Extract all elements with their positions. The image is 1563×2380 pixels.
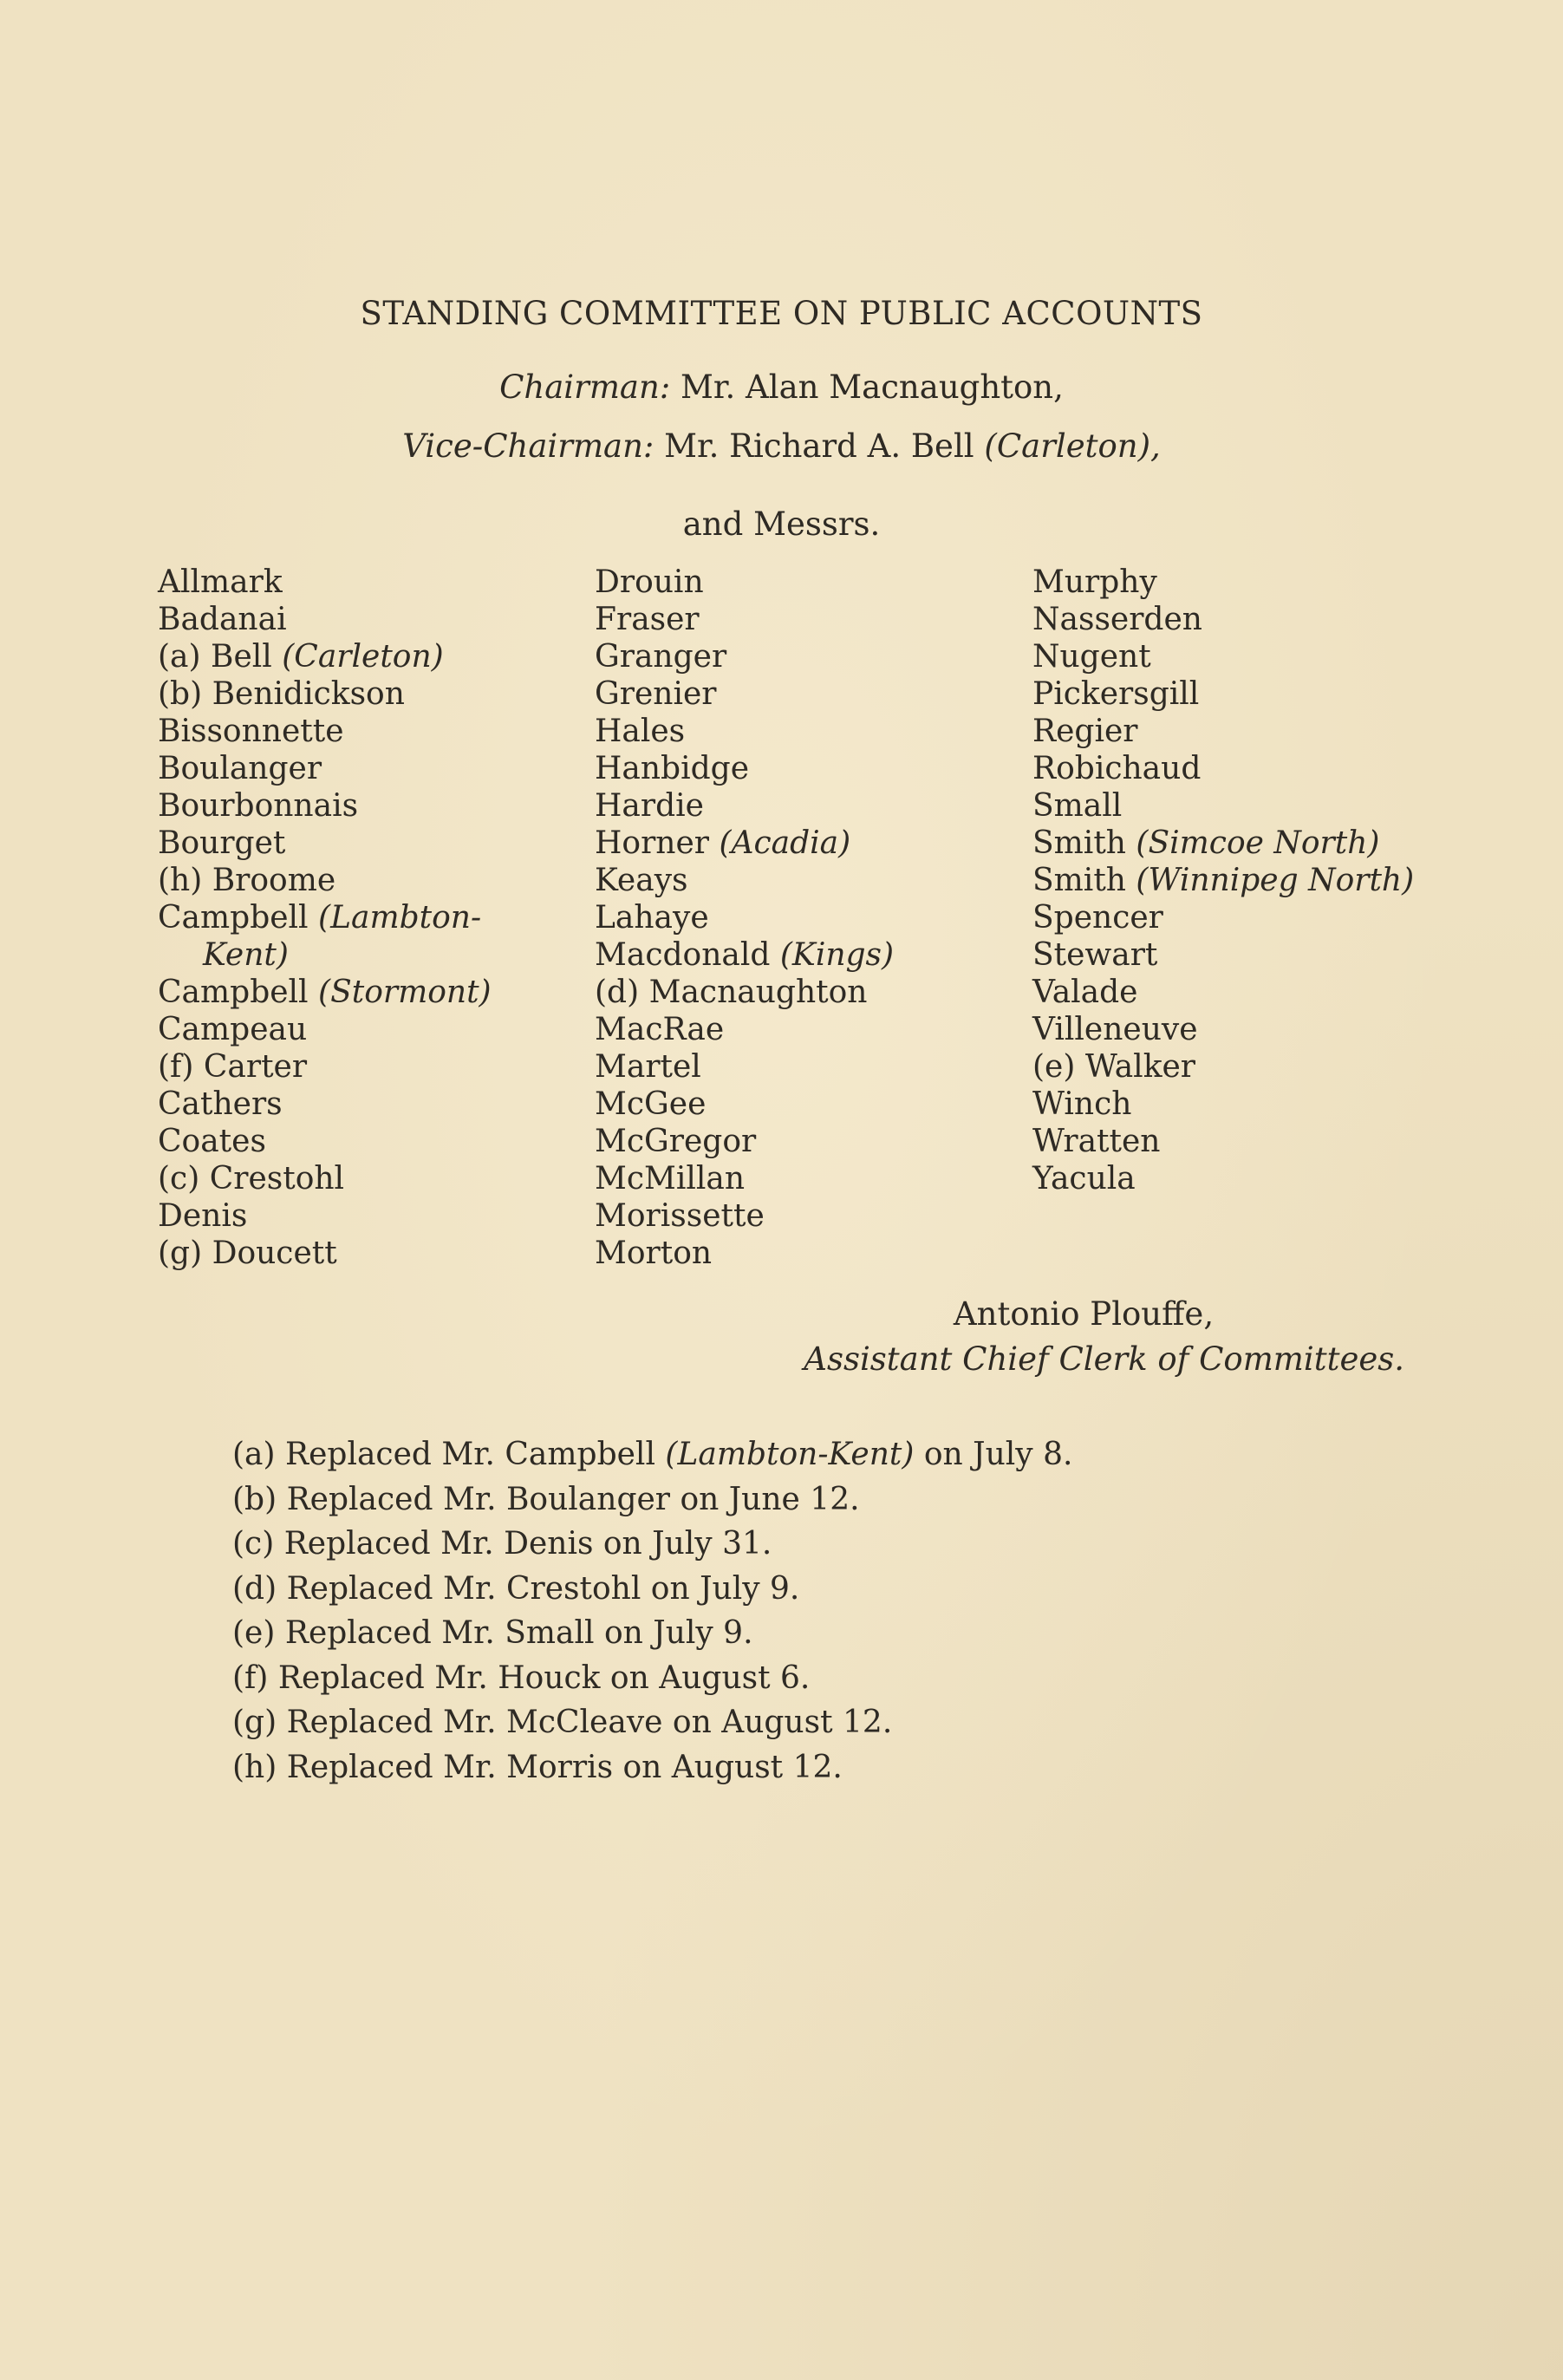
member-entry [1032,713,1414,750]
member-riding: (Carleton) [282,639,444,675]
member-entry [595,1011,894,1048]
member-entry [595,1235,894,1272]
replacement-note [232,1477,1072,1523]
members-column-2 [595,564,894,1272]
member-riding: (Winnipeg North) [1136,863,1415,898]
member-entry [158,862,492,899]
member-name: Nasserden [1032,602,1202,637]
member-name: Hardie [595,788,704,824]
member-name: Bourbonnais [158,788,359,824]
member-entry [1032,936,1414,974]
member-name: Badanai [158,602,287,637]
member-name: (f) Carter [158,1049,308,1085]
member-name: Lahaye [595,900,709,936]
member-name: Allmark [158,564,283,600]
member-entry [595,974,894,1011]
member-name: McMillan [595,1161,746,1197]
note-riding: (Lambton-Kent) [665,1437,915,1472]
member-entry [1032,638,1414,675]
replacement-note [232,1700,1072,1745]
vice-chairman-riding: (Carleton), [984,427,1161,465]
member-name: Boulanger [158,751,322,786]
note-text: (h) Replaced Mr. Morris on August 12. [232,1749,843,1785]
signature-title: Assistant Chief Clerk of Committees. [804,1340,1404,1378]
member-name: Hanbidge [595,751,749,786]
member-name: Cathers [158,1086,283,1122]
member-entry [595,638,894,675]
member-name: Macdonald [595,937,771,973]
note-text: (d) Replaced Mr. Crestohl on July 9. [232,1570,800,1607]
member-entry [158,1160,492,1197]
member-entry [1032,1048,1414,1086]
note-text: (e) Replaced Mr. Small on July 9. [232,1615,753,1651]
member-entry [1032,750,1414,787]
member-entry [158,1123,492,1160]
member-riding: (Lambton- [318,900,482,936]
member-entry [158,1048,492,1086]
member-entry [158,638,492,675]
member-entry [158,1197,492,1235]
member-entry [595,675,894,713]
chairman-line [0,368,1563,406]
member-name: Bissonnette [158,714,344,749]
member-entry [595,1048,894,1086]
vice-chairman-name: Mr. Richard A. Bell [664,427,974,465]
member-name: Robichaud [1032,751,1202,786]
member-name: Campbell [158,975,309,1010]
member-riding: Kent) [203,937,289,973]
member-entry [1032,899,1414,936]
chairman-label: Chairman: [499,368,671,406]
member-entry [1032,675,1414,713]
note-text: (b) Replaced Mr. Boulanger on June 12. [232,1481,860,1517]
member-name: Drouin [595,564,704,600]
replacement-note [232,1567,1072,1612]
member-entry [158,713,492,750]
member-name: Morton [595,1236,713,1271]
replacement-note [232,1745,1072,1790]
member-entry [595,1197,894,1235]
member-name: Keays [595,863,688,898]
member-name: Campbell [158,900,309,936]
note-text: (c) Replaced Mr. Denis on July 31. [232,1526,772,1562]
signature-block [763,1292,1404,1382]
member-riding: (Kings) [779,937,895,973]
member-name: Nugent [1032,639,1151,675]
note-text: (a) Replaced Mr. Campbell [232,1437,655,1472]
member-name: Valade [1032,975,1138,1010]
member-name: Granger [595,639,727,675]
member-name: Stewart [1032,937,1158,973]
member-name: Wratten [1032,1124,1161,1159]
member-entry [1032,564,1414,601]
vice-chairman-label: Vice-Chairman: [402,427,655,465]
member-name: (g) Doucett [158,1236,337,1271]
member-name: McGregor [595,1124,757,1159]
member-entry [158,675,492,713]
member-entry [158,936,492,974]
signature-name: Antonio Plouffe, [953,1295,1215,1333]
member-entry [595,936,894,974]
note-text: (f) Replaced Mr. Houck on August 6. [232,1659,811,1696]
member-name: (e) Walker [1032,1049,1196,1085]
member-name: Regier [1032,714,1138,749]
member-entry [595,862,894,899]
replacement-note [232,1522,1072,1567]
member-entry [158,974,492,1011]
member-entry [595,750,894,787]
member-entry [1032,601,1414,638]
member-name: Horner [595,825,709,861]
member-entry [158,899,492,936]
member-entry [1032,1086,1414,1123]
members-column-1 [158,564,492,1272]
note-date: on July 8. [923,1437,1073,1472]
member-entry [1032,787,1414,825]
member-name: Campeau [158,1012,308,1047]
member-name: (a) Bell [158,639,272,675]
member-name: Coates [158,1124,266,1159]
member-name: Pickersgill [1032,676,1200,712]
member-entry [158,1235,492,1272]
member-entry [595,601,894,638]
member-entry [1032,1123,1414,1160]
member-entry [595,1160,894,1197]
replacement-note [232,1432,1072,1477]
member-name: Villeneuve [1032,1012,1198,1047]
member-name: McGee [595,1086,707,1122]
member-entry [1032,825,1414,862]
member-name: Denis [158,1198,248,1234]
member-entry [158,1011,492,1048]
member-name: Murphy [1032,564,1157,600]
member-name: Bourget [158,825,286,861]
member-name: Spencer [1032,900,1163,936]
member-entry [1032,1011,1414,1048]
member-name: (b) Benidickson [158,676,405,712]
member-entry [158,1086,492,1123]
member-riding: (Acadia) [719,825,851,861]
member-name: Martel [595,1049,701,1085]
member-entry [158,787,492,825]
member-name: Grenier [595,676,717,712]
member-entry [1032,862,1414,899]
document-title: STANDING COMMITTEE ON PUBLIC ACCOUNTS [360,295,1203,332]
member-name: (d) Macnaughton [595,975,868,1010]
member-name: Small [1032,788,1123,824]
vice-chairman-line [0,427,1563,465]
member-entry [595,825,894,862]
member-entry [1032,1160,1414,1197]
member-entry [158,825,492,862]
member-name: Morissette [595,1198,765,1234]
member-entry [1032,974,1414,1011]
member-entry [595,1086,894,1123]
member-name: Hales [595,714,686,749]
note-text: (g) Replaced Mr. McCleave on August 12. [232,1705,893,1740]
member-entry [595,564,894,601]
member-riding: (Simcoe North) [1136,825,1380,861]
member-entry [158,564,492,601]
replacement-note [232,1656,1072,1701]
member-name: Smith [1032,863,1126,898]
member-name: MacRae [595,1012,725,1047]
replacement-notes [232,1432,1072,1790]
and-messrs: and Messrs. [682,505,881,543]
chairman-name: Mr. Alan Macnaughton, [681,368,1064,406]
member-name: (h) Broome [158,863,336,898]
member-entry [158,601,492,638]
member-name: Winch [1032,1086,1132,1122]
member-name: Smith [1032,825,1126,861]
members-column-3 [1032,564,1414,1197]
member-entry [595,1123,894,1160]
member-name: Fraser [595,602,700,637]
member-entry [595,713,894,750]
member-name: (c) Crestohl [158,1161,345,1197]
member-entry [158,750,492,787]
replacement-note [232,1611,1072,1656]
member-entry [595,787,894,825]
member-entry [595,899,894,936]
member-riding: (Stormont) [318,975,492,1010]
member-name: Yacula [1032,1161,1136,1197]
